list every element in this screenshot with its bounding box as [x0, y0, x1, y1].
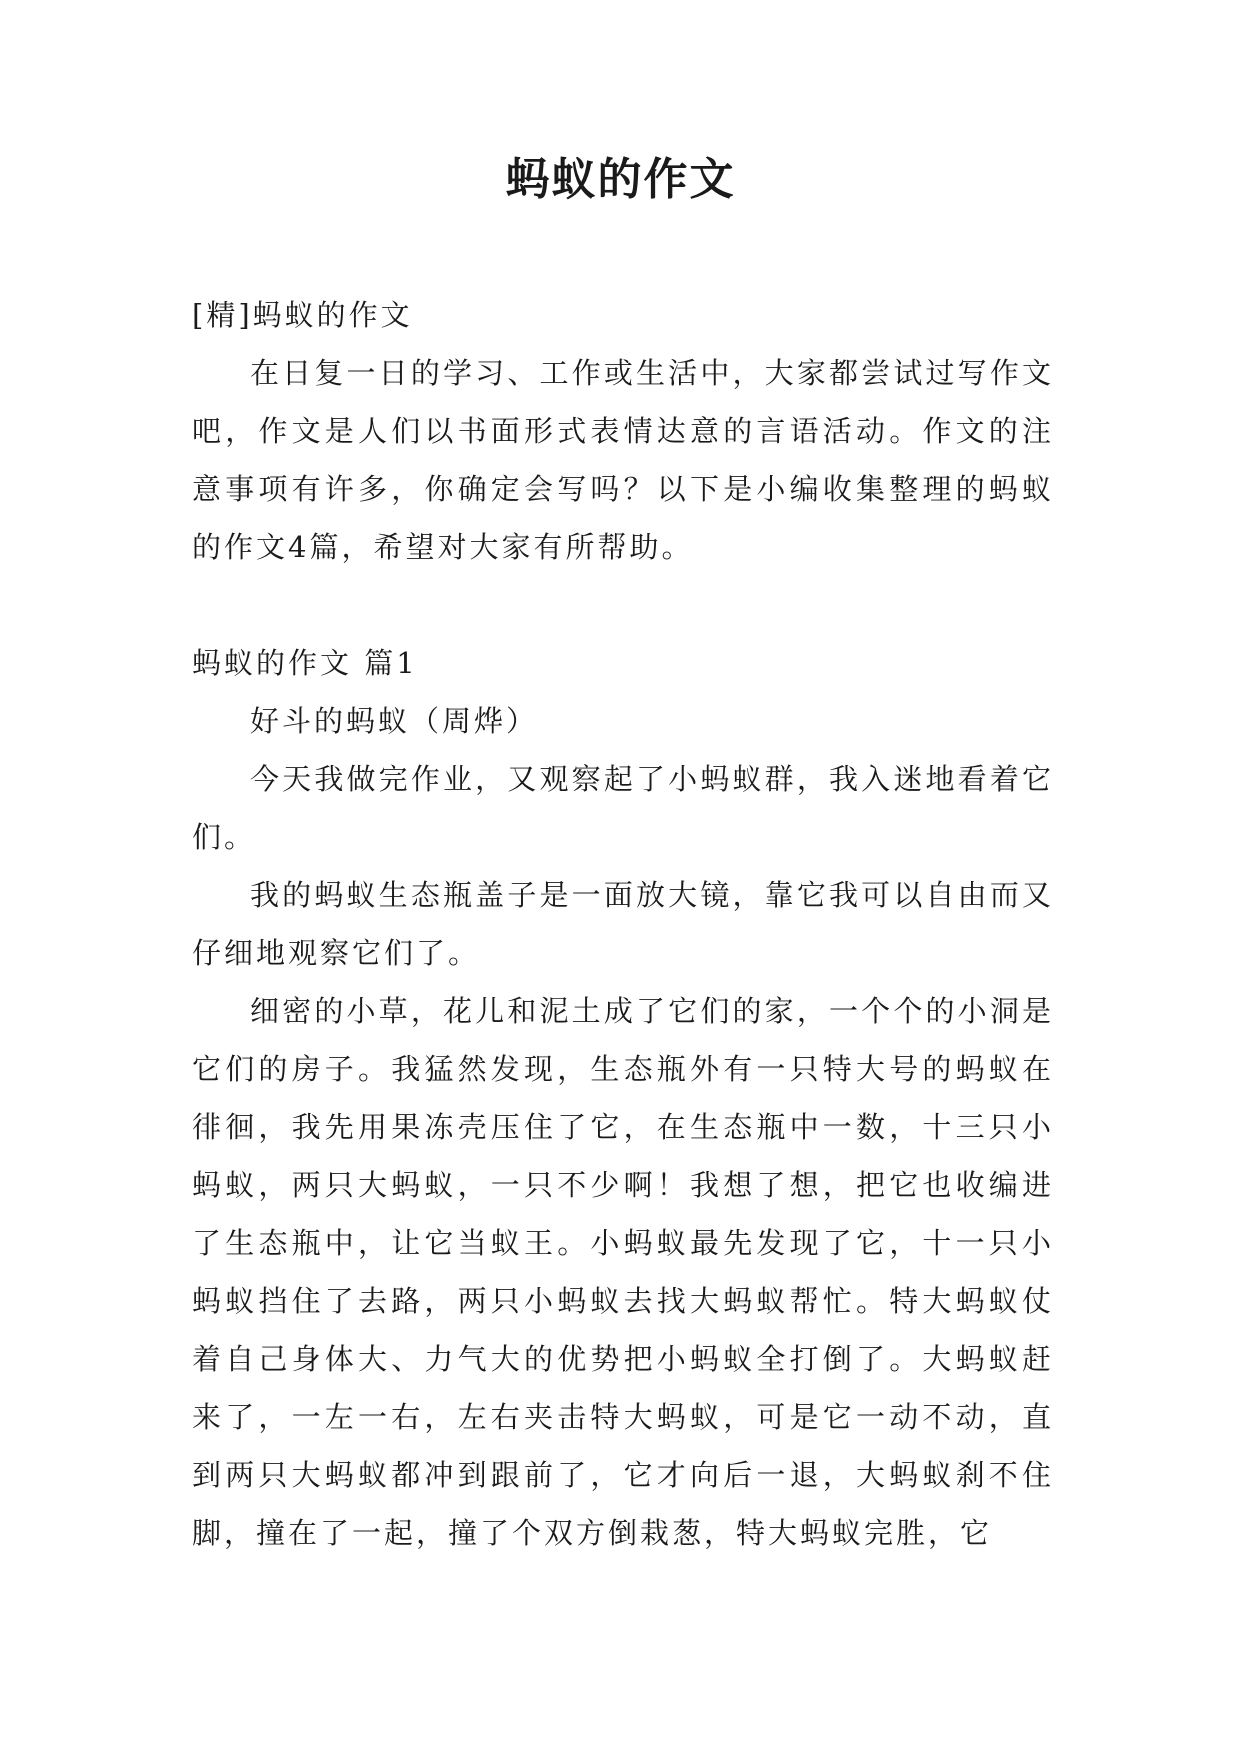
document-subtitle: [精]蚂蚁的作文: [192, 298, 413, 332]
body-paragraph-1: 今天我做完作业，又观察起了小蚂蚁群，我入迷地看着它们。: [192, 762, 1054, 854]
intro-paragraph: 在日复一日的学习、工作或生活中，大家都尝试过写作文吧，作文是人们以书面形式表情达意的言语活动。作文的注意事项有许多，你确定会写吗？以下是小编收集整理的蚂蚁的作文4篇，希望对大家有所帮助。: [192, 356, 1054, 564]
body-paragraph-3: 细密的小草，花儿和泥土成了它们的家，一个个的小洞是它们的房子。我猛然发现，生态瓶外有一只特大号的蚂蚁在徘徊，我先用果冻壳压住了它，在生态瓶中一数，十三只小蚂蚁，两只大蚂蚁，一只不少啊！我想了想，把它也收编进了生态瓶中，让它当蚁王。小蚂蚁最先发现了它，十一只小蚂蚁挡住了去路，两只小蚂蚁去找大蚂蚁帮忙。特大蚂蚁仗着自己身体大、力气大的优势把小蚂蚁全打倒了。大蚂蚁赶来了，一左一右，左右夹击特大蚂蚁，可是它一动不动，直到两只大蚂蚁都冲到跟前了，它才向后一退，大蚂蚁刹不住脚，撞在了一起，撞了个双方倒栽葱，特大蚂蚁完胜，它: [192, 994, 1054, 1550]
document-title: 蚂蚁的作文: [505, 154, 736, 205]
essay-title: 好斗的蚂蚁（周烨）: [250, 704, 539, 738]
section-heading: 蚂蚁的作文 篇1: [192, 646, 418, 680]
body-paragraph-2: 我的蚂蚁生态瓶盖子是一面放大镜，靠它我可以自由而又仔细地观察它们了。: [192, 878, 1054, 970]
document-body: [192, 286, 1054, 1562]
